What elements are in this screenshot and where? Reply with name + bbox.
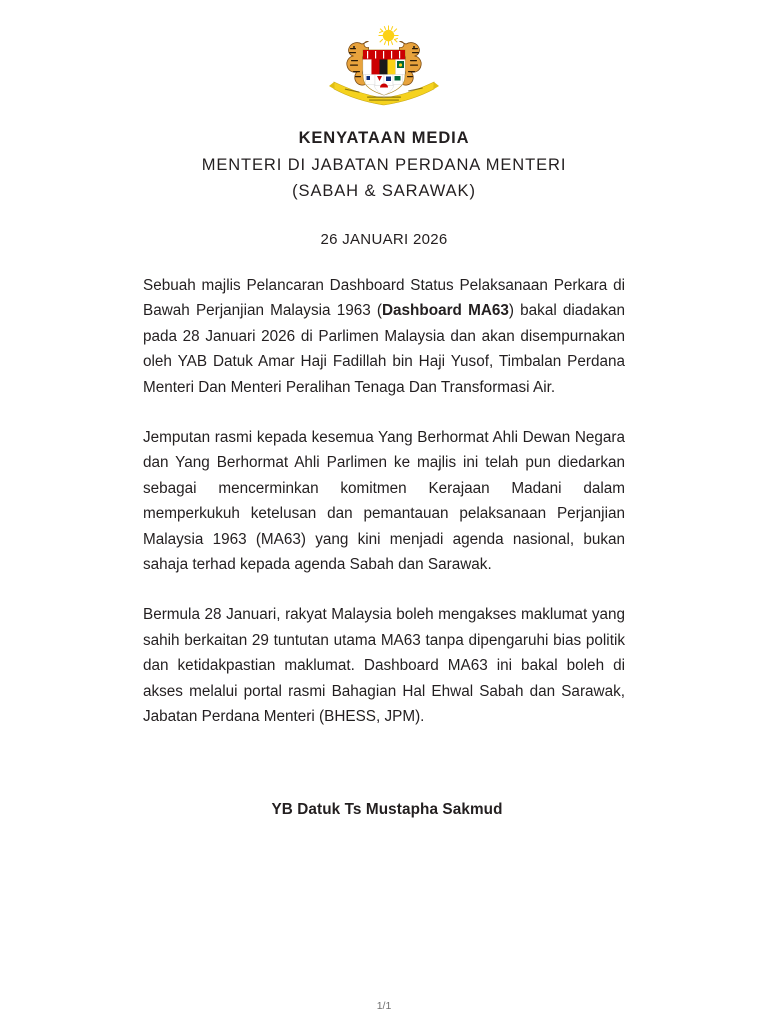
page-indicator: 1/1 <box>376 1000 392 1012</box>
paragraph-3: Bermula 28 Januari, rakyat Malaysia boleh mengakses maklumat yang sahih berkaitan 29 tuntutan utama MA63 tanpa dipengaruhi bias politik dan ketidakpastian maklumat. Dashboard MA63 ini bakal boleh di akses melalui portal rasmi Bahagian Hal Ehwal Sabah dan Sarawak, Jabatan Perdana Menteri (BHESS, JPM). <box>143 606 625 725</box>
paragraph-2: Jemputan rasmi kepada kesemua Yang Berhormat Ahli Dewan Negara dan Yang Berhormat Ahli Parlimen ke majlis ini telah pun diedarkan sebagai mencerminkan komitmen Kerajaan Madani dalam memperkukuh ketelusan dan pemantauan pelaksanaan Perjanjian Malaysia 1963 (MA63) yang kini menjadi agenda nasional, bukan sahaja terhad kepada agenda Sabah dan Sarawak. <box>143 428 625 573</box>
page-subtitle: MENTERI DI JABATAN PERDANA MENTERI <box>201 155 567 174</box>
dashboard-ma63-bold: Dashboard MA63 <box>382 302 509 320</box>
body-content <box>143 273 625 730</box>
page-title: KENYATAAN MEDIA <box>298 129 470 147</box>
shield-icon <box>363 50 405 95</box>
signatory-name: YB Datuk Ts Mustapha Sakmud <box>271 801 503 819</box>
paragraph-1 <box>143 273 625 400</box>
paragraph-1-text-b: ) bakal diadakan pada 28 Januari 2026 di Parlimen Malaysia dan akan disempurnakan oleh YAB Datuk Amar Haji Fadillah bin Haji Yusof, Timbalan Perdana Menteri Dan Menteri Peralihan Tenaga Dan Transformasi Air. <box>143 302 625 396</box>
crest-container <box>0 0 768 110</box>
header-block <box>0 126 768 205</box>
release-date: 26 JANUARI 2026 <box>320 230 448 248</box>
malaysia-coat-of-arms-icon <box>319 22 449 110</box>
page-subtitle-region: (SABAH & SARAWAK) <box>292 182 476 201</box>
paragraph-1-text-a: Sebuah majlis Pelancaran Dashboard Status Pelaksanaan Perkara di Bawah Perjanjian Malaysia 1963 ( <box>143 276 625 320</box>
